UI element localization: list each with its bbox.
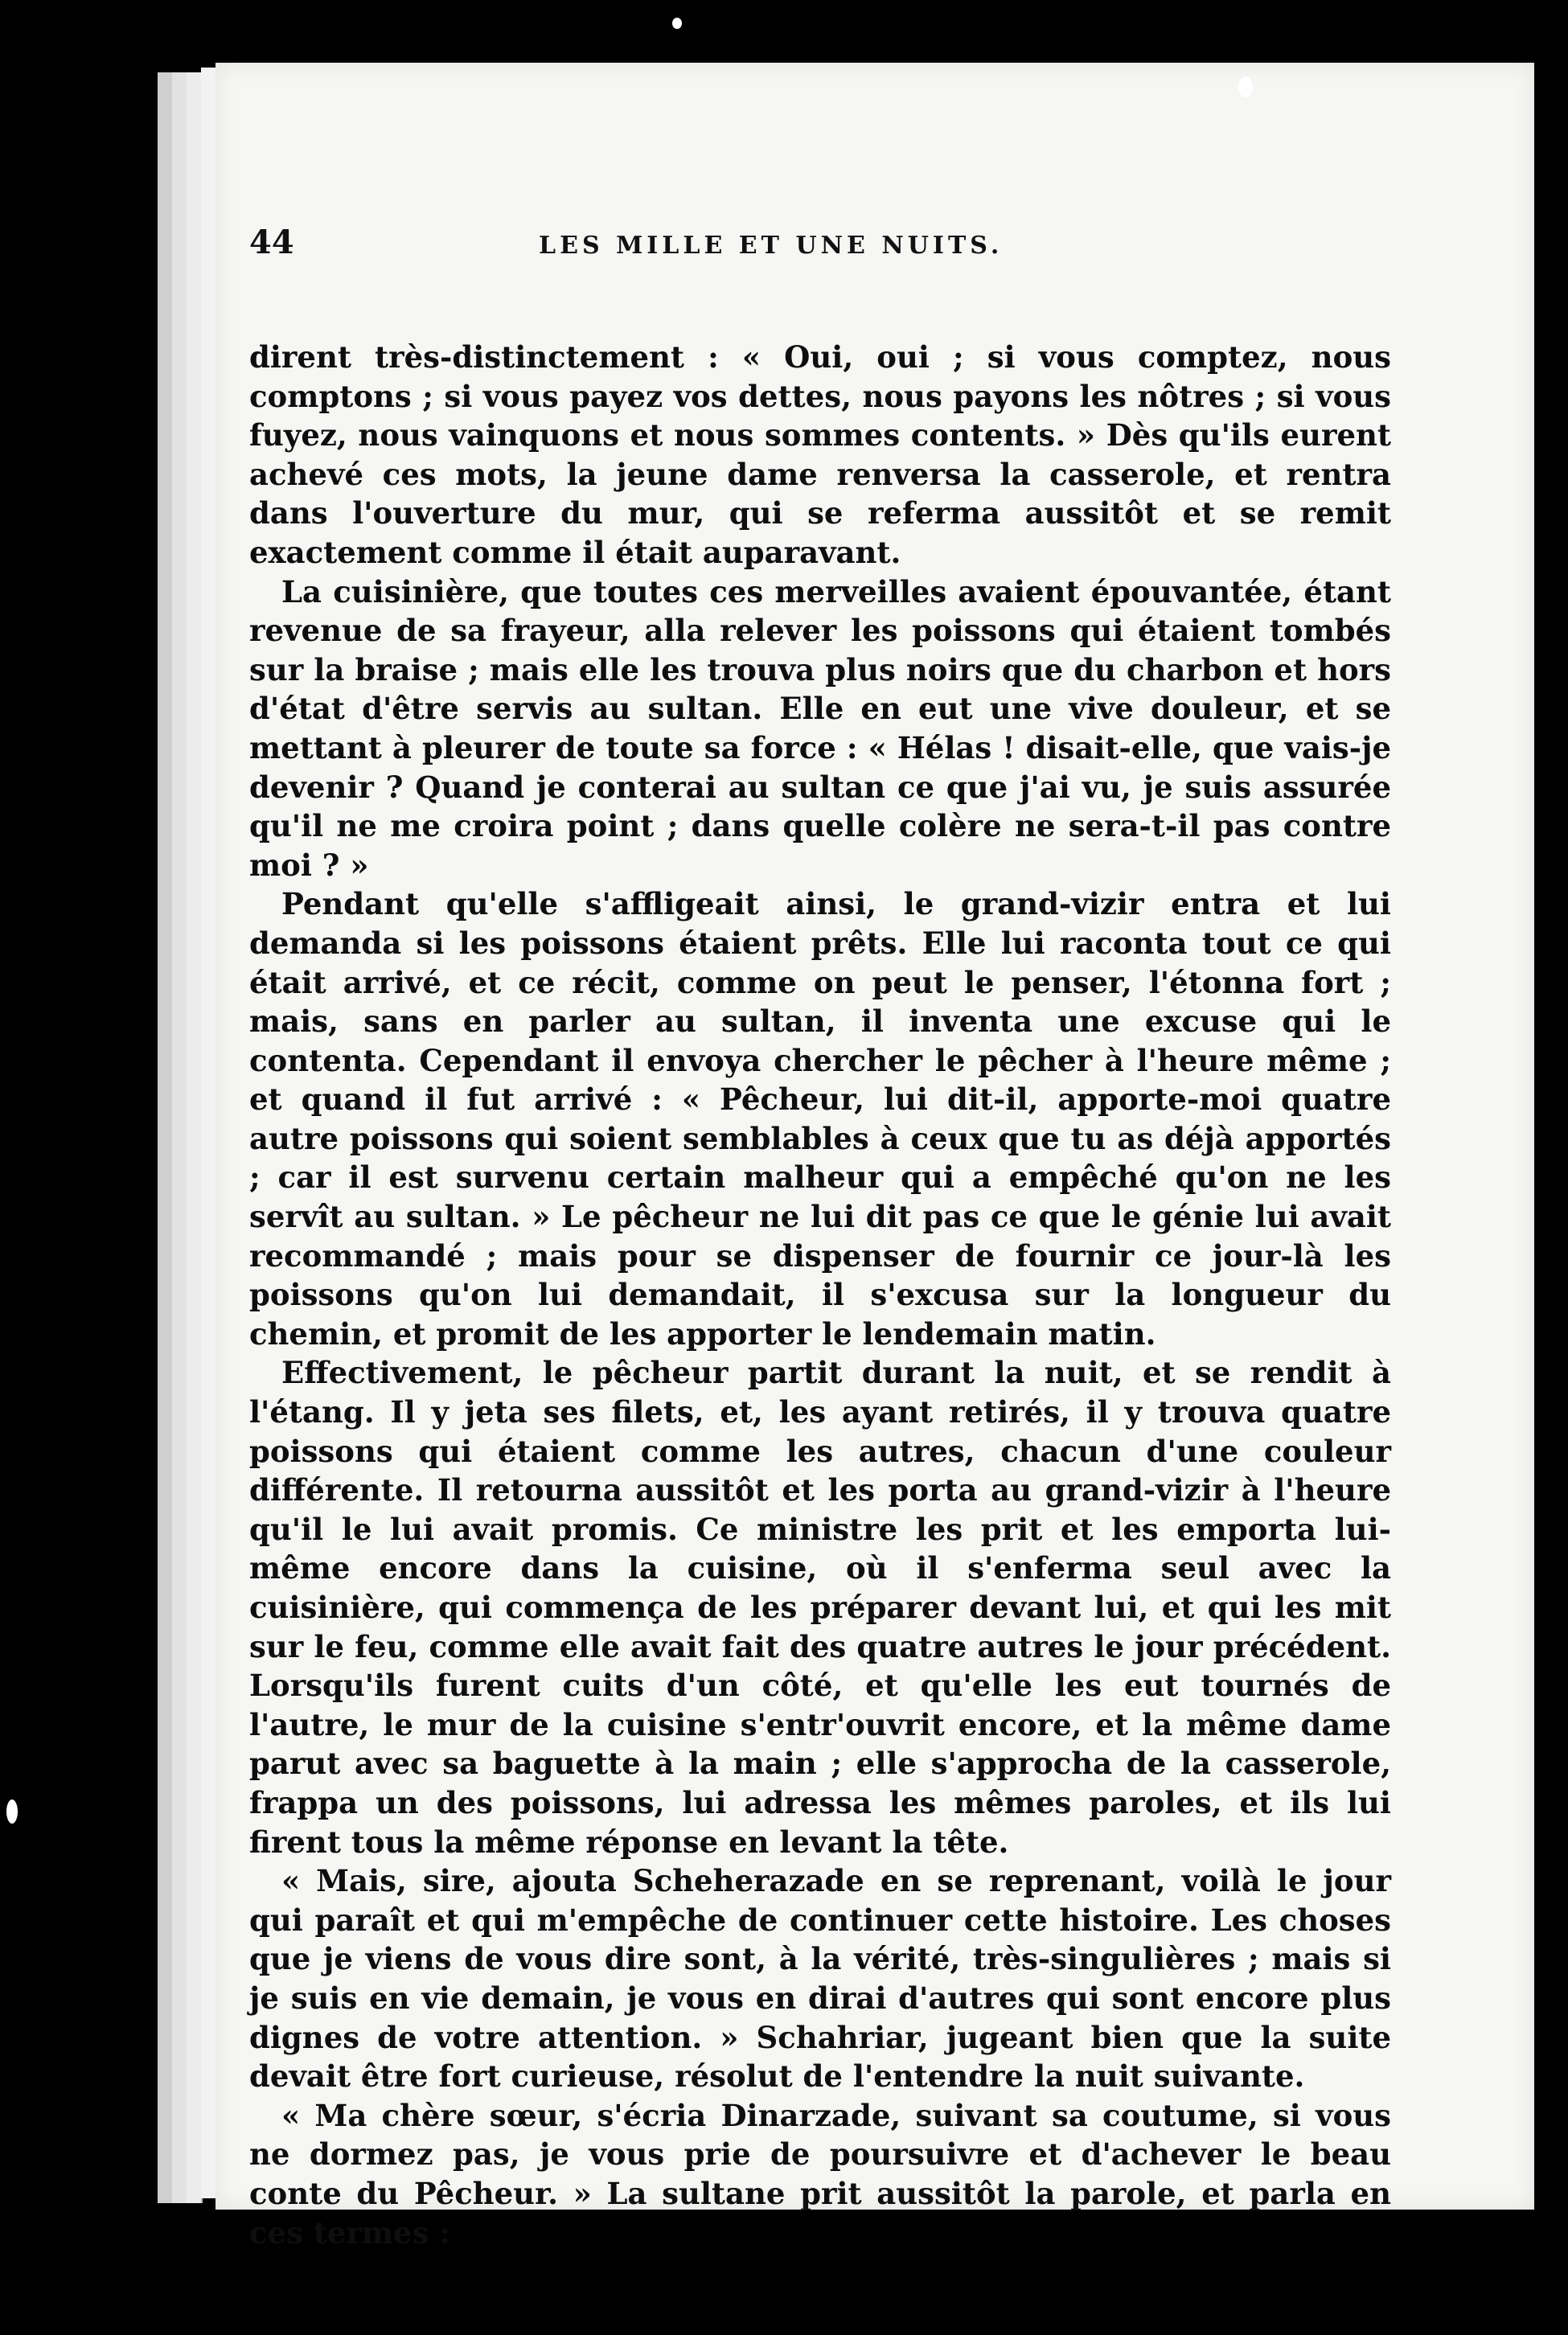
page-edge [172,72,188,2203]
page-edge [158,72,174,2203]
paragraph: « Ma chère sœur, s'écria Dinarzade, suivant sa coutume, si vous ne dormez pas, je vous prie de poursuivre et d'achever le beau conte du Pêcheur. » La sultane prit aussitôt la parole, et parla en ces termes : [249,2097,1391,2251]
page-number: 44 [249,224,294,261]
running-head [249,224,1295,272]
page-body [249,338,1391,2252]
scan-speck [672,18,682,29]
scan-speck [1238,76,1253,97]
page-edge [201,68,217,2198]
paragraph: dirent très-distinctement : « Oui, oui ; si vous comptez, nous comptons ; si vous payez vos dettes, nous payons les nôtres ; si vous fuyez, nous vainquons et nous sommes contents. » Dès qu'ils eurent achevé ces mots, la jeune dame renversa la casserole, et rentra dans l'ouverture du mur, qui se referma aussitôt et se remit exactement comme il était auparavant. [249,339,1391,570]
page-edge [187,72,203,2203]
paragraph: La cuisinière, que toutes ces merveilles avaient épouvantée, étant revenue de sa frayeur, alla relever les poissons qui étaient tombés sur la braise ; mais elle les trouva plus noirs que du charbon et hors d'état d'être servis au sultan. Elle en eut une vive douleur, et se mettant à pleurer de toute sa force : « Hélas ! disait-elle, que vais-je devenir ? Quand je conterai au sultan ce que j'ai vu, je suis assurée qu'il ne me croira point ; dans quelle colère ne sera-t-il pas contre moi ? » [249,573,1391,883]
paragraph: Effectivement, le pêcheur partit durant la nuit, et se rendit à l'étang. Il y jeta ses filets, et, les ayant retirés, il y trouva quatre poissons qui étaient comme les autres, chacun d'une couleur différente. Il retourna aussitôt et les porta au grand-vizir à l'heure qu'il le lui avait promis. Ce ministre les prit et les emporta lui-même encore dans la cuisine, où il s'enferma seul avec la cuisinière, qui commença de les préparer devant lui, et qui les mit sur le feu, comme elle avait fait des quatre autres le jour précédent. Lorsqu'ils furent cuits d'un côté, et qu'elle les eut tournés de l'autre, le mur de la cuisine s'entr'ouvrit encore, et la même dame parut avec sa baguette à la main ; elle s'approcha de la casserole, frappa un des poissons, lui adressa les mêmes paroles, et ils lui firent tous la même réponse en levant la tête. [249,1355,1391,1860]
scan-speck [6,1799,18,1824]
paragraph: « Mais, sire, ajouta Scheherazade en se reprenant, voilà le jour qui paraît et qui m'empêche de continuer cette histoire. Les choses que je viens de vous dire sont, à la vérité, très-singulières ; mais si je suis en vie demain, je vous en dirai d'autres qui sont encore plus dignes de votre attention. » Schahriar, jugeant bien que la suite devait être fort curieuse, résolut de l'entendre la nuit suivante. [249,1863,1391,2095]
book-title: LES MILLE ET UNE NUITS. [539,232,1004,260]
paragraph: Pendant qu'elle s'affligeait ainsi, le grand-vizir entra et lui demanda si les poissons étaient prêts. Elle lui raconta tout ce qui était arrivé, et ce récit, comme on peut le penser, l'étonna fort ; mais, sans en parler au sultan, il inventa une excuse qui le contenta. Cependant il envoya chercher le pêcher à l'heure même ; et quand il fut arrivé : « Pêcheur, lui dit-il, apporte-moi quatre autre poissons qui soient semblables à ceux que tu as déjà apportés ; car il est survenu certain malheur qui a empêché qu'on ne les servît au sultan. » Le pêcheur ne lui dit pas ce que le génie lui avait recommandé ; mais pour se dispenser de fournir ce jour-là les poissons qu'on lui demandait, il s'excusa sur la longueur du chemin, et promit de les apporter le lendemain matin. [249,886,1391,1352]
